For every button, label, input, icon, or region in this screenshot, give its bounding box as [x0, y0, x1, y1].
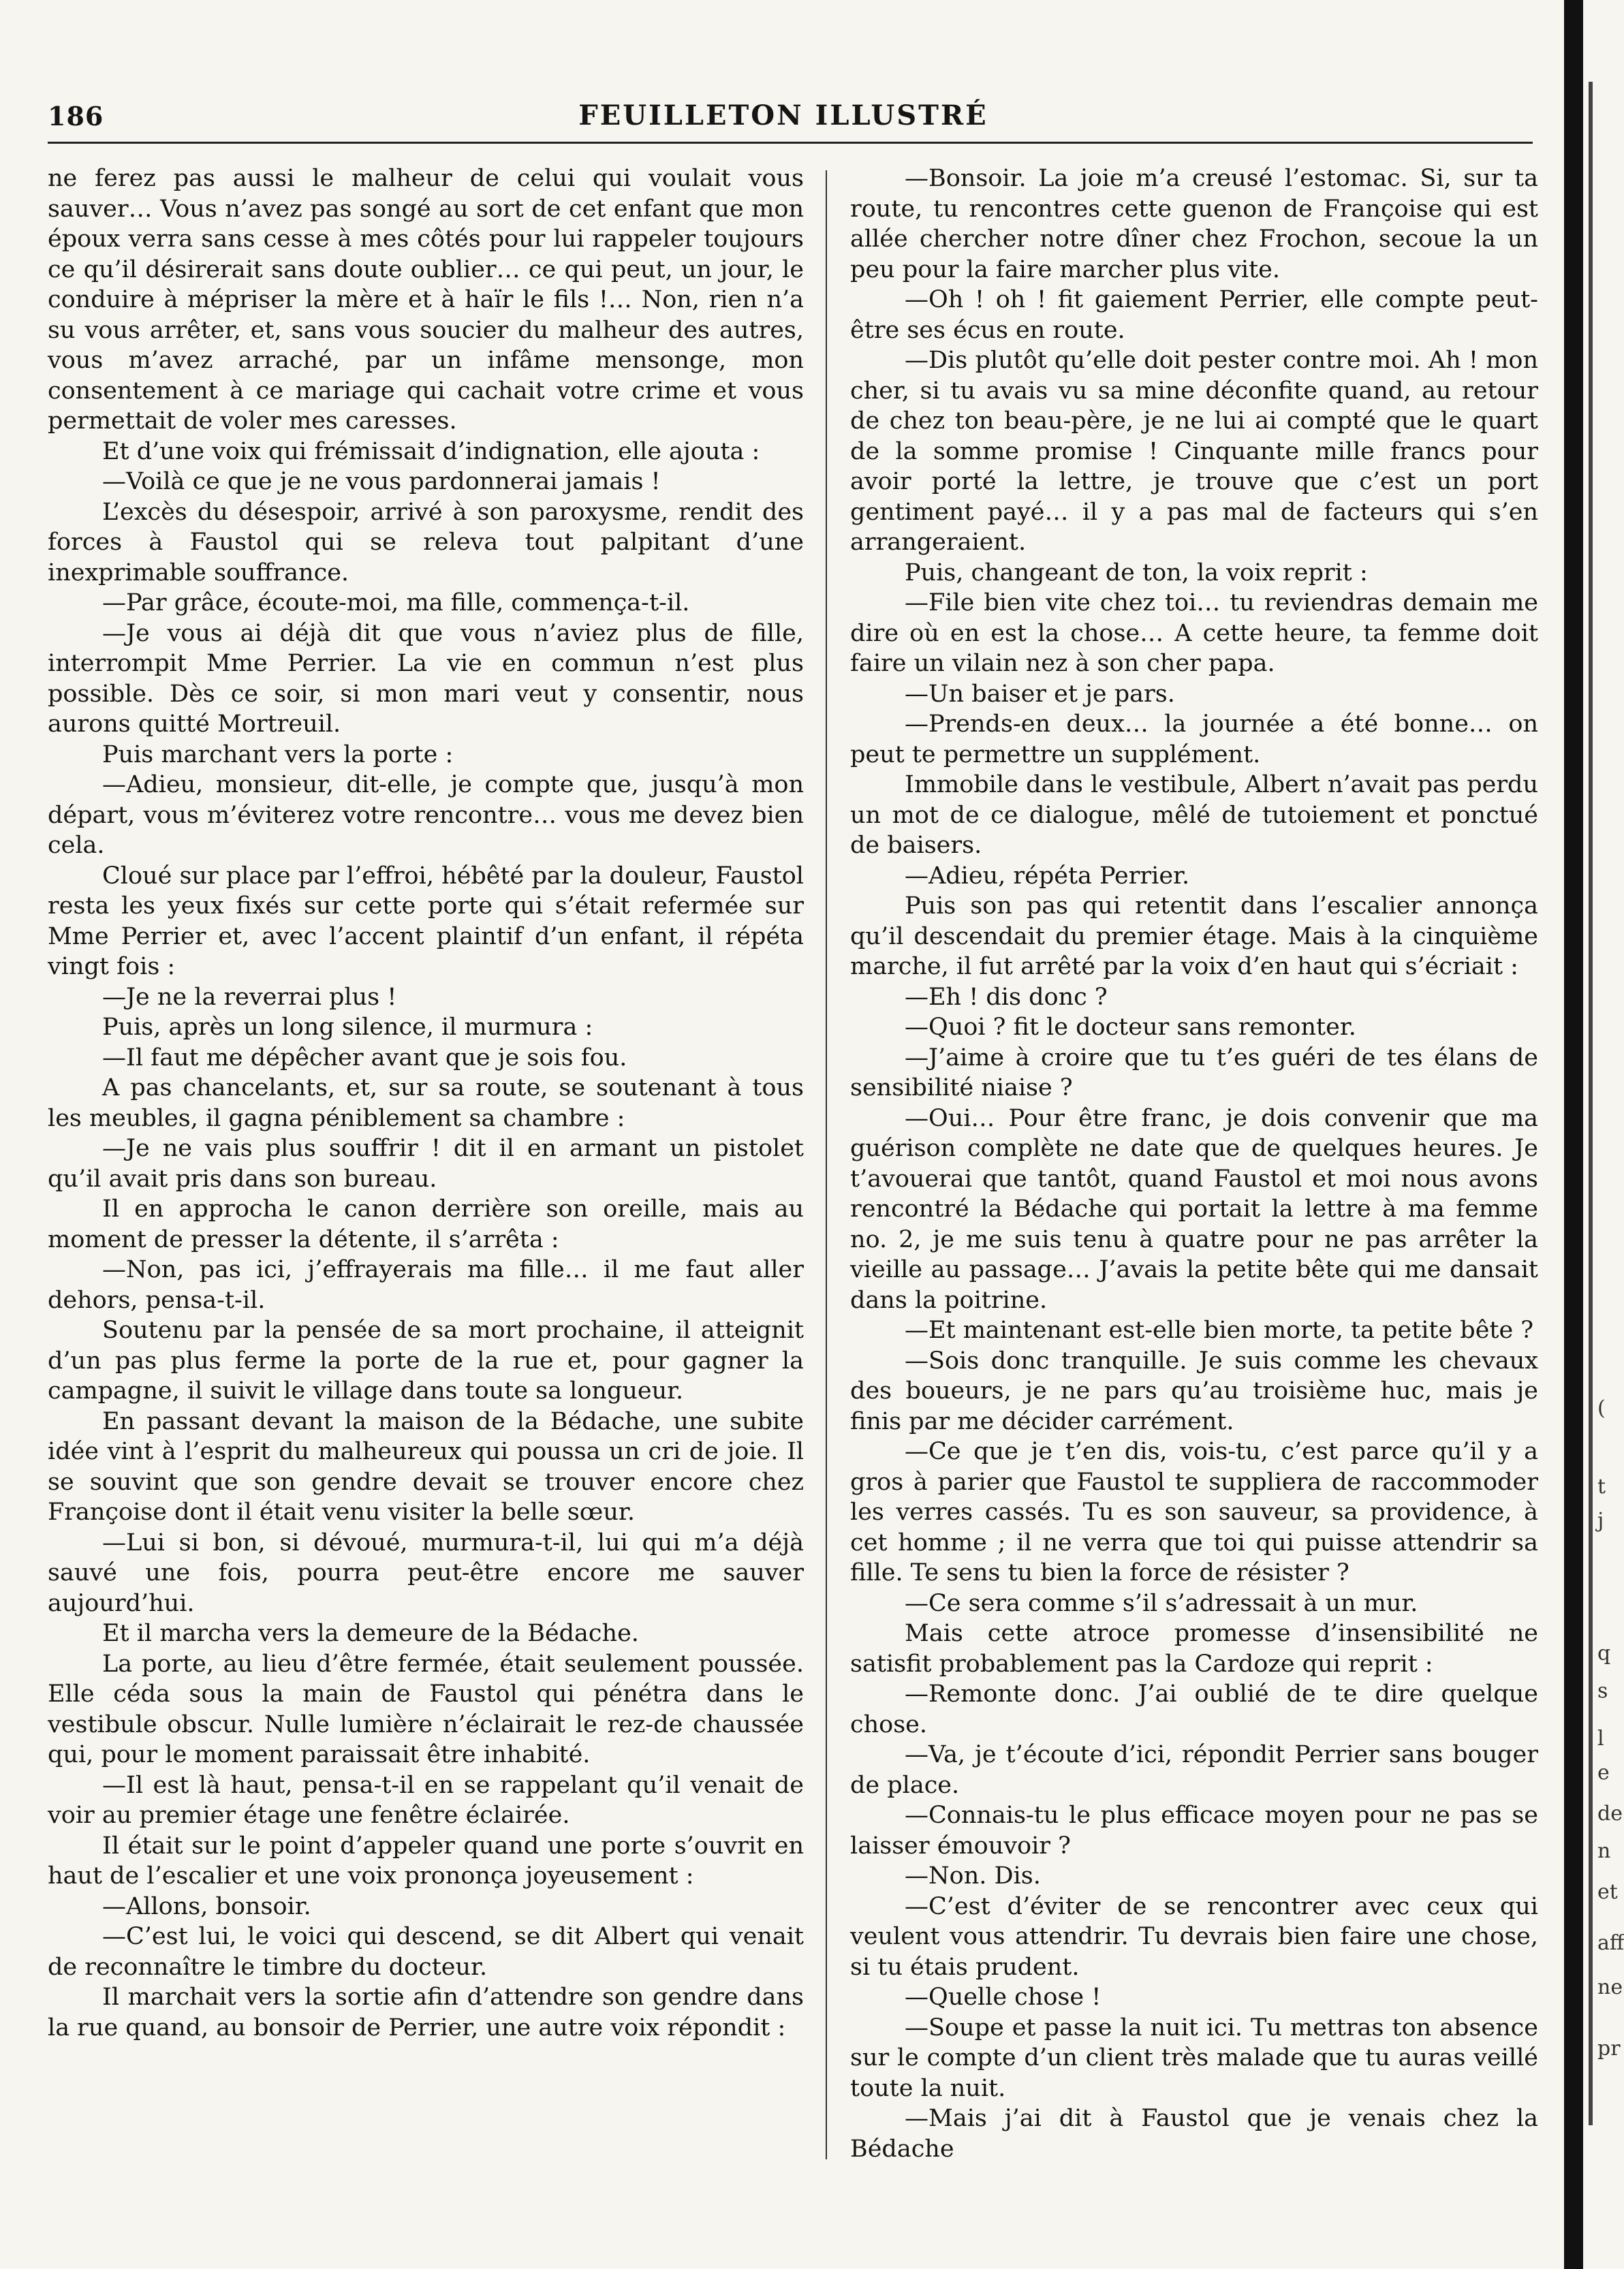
margin-fragment: de	[1597, 1802, 1623, 1826]
left-column	[48, 163, 804, 2248]
paragraph: —C’est d’éviter de se rencontrer avec ceux qui veulent vous attendrir. Tu devrais bien faire une chose, si tu étais prudent.	[850, 1892, 1538, 1981]
paragraph: —Prends-en deux… la journée a été bonne… on peut te permettre un supplément.	[850, 710, 1538, 768]
paragraph: ne ferez pas aussi le malheur de celui qui voulait vous sauver… Vous n’avez pas songé au sort de cet enfant que mon époux verra sans cesse à mes côtés pour lui rappeler toujours ce qu’il désirerait sans doute oublier… ce qui peut, un jour, le conduire à mépriser la mère et à haïr le fils !… Non, rien n’a su vous arrêter, et, sans vous soucier du malheur des autres, vous m’avez arraché, par un infâme mensonge, mon consentement à ce mariage qui cachait votre crime et vous permettait de voler mes caresses.	[48, 165, 804, 435]
paragraph: —Lui si bon, si dévoué, murmura-t-il, lui qui m’a déjà sauvé une fois, pourra peut-être encore me sauver aujourd’hui.	[48, 1529, 804, 1617]
running-title: FEUILLETON ILLUSTRÉ	[578, 99, 988, 131]
paragraph: Mais cette atroce promesse d’insensibilité ne satisfit probablement pas la Cardoze qui reprit :	[850, 1620, 1538, 1678]
paragraph: —Mais j’ai dit à Faustol que je venais chez la Bédache	[850, 2105, 1538, 2163]
paragraph: —Sois donc tranquille. Je suis comme les chevaux des boueurs, je ne pars qu’au troisième huc, mais je finis par me décider carrément.	[850, 1347, 1538, 1435]
paragraph: —Un baiser et je pars.	[905, 680, 1175, 708]
paragraph: —Eh ! dis donc ?	[905, 983, 1108, 1011]
paragraph: Immobile dans le vestibule, Albert n’avait pas perdu un mot de ce dialogue, mêlé de tutoiement et ponctué de baisers.	[850, 771, 1538, 859]
margin-fragment: q	[1597, 1642, 1611, 1665]
paragraph: —Ce que je t’en dis, vois-tu, c’est parce qu’il y a gros à parier que Faustol te suppliera de raccommoder les verres cassés. Tu es son sauveur, sa providence, à cet homme ; il ne verra que toi qui puisse attendrir sa fille. Te sens tu bien la force de résister ?	[850, 1438, 1538, 1586]
paragraph: Puis, changeant de ton, la voix reprit :	[905, 559, 1368, 586]
paragraph: Puis marchant vers la porte :	[102, 740, 454, 768]
paragraph: Et d’une voix qui frémissait d’indignation, elle ajouta :	[102, 437, 760, 465]
paragraph: Il était sur le point d’appeler quand une porte s’ouvrit en haut de l’escalier et une voix prononça joyeusement :	[48, 1832, 804, 1890]
paragraph: —Connais-tu le plus efficace moyen pour ne pas se laisser émouvoir ?	[850, 1802, 1538, 1860]
paragraph: —Quelle chose !	[905, 1984, 1102, 2011]
page-edge-shadow-inner	[1589, 82, 1593, 2125]
paragraph: Il marchait vers la sortie afin d’attendre son gendre dans la rue quand, au bonsoir de Perrier, une autre voix répondit :	[48, 1984, 804, 2041]
header-rule	[48, 142, 1533, 144]
paragraph: —Par grâce, écoute-moi, ma fille, commença-t-il.	[102, 589, 690, 616]
paragraph: —Remonte donc. J’ai oublié de te dire quelque chose.	[850, 1680, 1538, 1738]
paragraph: —Je vous ai déjà dit que vous n’aviez plus de fille, interrompit Mme Perrier. La vie en commun n’est plus possible. Dès ce soir, si mon mari veut y consentir, nous aurons quitté Mortreuil.	[48, 619, 804, 738]
paragraph: —Et maintenant est-elle bien morte, ta petite bête ?	[905, 1317, 1534, 1344]
paragraph: A pas chancelants, et, sur sa route, se soutenant à tous les meubles, il gagna péniblement sa chambre :	[48, 1074, 804, 1132]
paragraph: —Non, pas ici, j’effrayerais ma fille… il me faut aller dehors, pensa-t-il.	[48, 1256, 804, 1314]
margin-fragment: ne	[1597, 1975, 1623, 1999]
paragraph: En passant devant la maison de la Bédache, une subite idée vint à l’esprit du malheureux qui poussa un cri de joie. Il se souvint que son gendre devait se trouver encore chez Françoise dont il était venu visiter la belle sœur.	[48, 1407, 804, 1526]
margin-fragment: pr	[1597, 2037, 1621, 2061]
paragraph: —Non. Dis.	[905, 1862, 1041, 1890]
right-column	[850, 163, 1538, 2248]
paragraph: —Dis plutôt qu’elle doit pester contre moi. Ah ! mon cher, si tu avais vu sa mine déconfite quand, au retour de chez ton beau-père, je ne lui ai compté que le quart de la somme promise ! Cinquante mille francs pour avoir porté la lettre, je trouve que c’est un port gentiment payé… il y a pas mal de facteurs qui s’en arrangeraient.	[850, 347, 1538, 556]
paragraph: L’excès du désespoir, arrivé à son paroxysme, rendit des forces à Faustol qui se releva tout palpitant d’une inexprimable souffrance.	[48, 498, 804, 586]
paragraph: —Je ne vais plus souffrir ! dit il en armant un pistolet qu’il avait pris dans son bureau.	[48, 1135, 804, 1193]
paragraph: —Va, je t’écoute d’ici, répondit Perrier sans bouger de place.	[850, 1741, 1538, 1799]
paragraph: —Il est là haut, pensa-t-il en se rappelant qu’il venait de voir au premier étage une fenêtre éclairée.	[48, 1771, 804, 1829]
column-divider	[826, 170, 827, 2159]
margin-fragment: e	[1597, 1761, 1610, 1785]
paragraph: —J’aime à croire que tu t’es guéri de tes élans de sensibilité niaise ?	[850, 1044, 1538, 1101]
paragraph: —Ce sera comme s’il s’adressait à un mur.	[905, 1589, 1418, 1617]
paragraph: —Adieu, monsieur, dit-elle, je compte que, jusqu’à mon départ, vous m’éviterez votre rencontre… vous me devez bien cela.	[48, 771, 804, 859]
margin-fragment: (	[1597, 1396, 1606, 1420]
paragraph: —Bonsoir. La joie m’a creusé l’estomac. Si, sur ta route, tu rencontres cette guenon de Françoise qui est allée chercher notre dîner chez Frochon, secoue la un peu pour la faire marcher plus vite.	[850, 165, 1538, 283]
paragraph: —Soupe et passe la nuit ici. Tu mettras ton absence sur le compte d’un client très malade que tu auras veillé toute la nuit.	[850, 2014, 1538, 2102]
margin-fragment: aff	[1597, 1931, 1624, 1955]
margin-fragment: n	[1597, 1839, 1611, 1863]
paragraph: Cloué sur place par l’effroi, hébêté par la douleur, Faustol resta les yeux fixés sur cette porte qui s’était refermée sur Mme Perrier et, avec l’accent plaintif d’un enfant, il répéta vingt fois :	[48, 862, 804, 980]
paragraph: —Oh ! oh ! fit gaiement Perrier, elle compte peut-être ses écus en route.	[850, 286, 1538, 344]
paragraph: La porte, au lieu d’être fermée, était seulement poussée. Elle céda sous la main de Faustol qui pénétra dans le vestibule obscur. Nulle lumière n’éclairait le rez-de chaussée qui, pour le moment paraissait être inhabité.	[48, 1650, 804, 1768]
page-number: 186	[48, 101, 104, 131]
margin-fragment: l	[1597, 1727, 1604, 1751]
paragraph: Puis, après un long silence, il murmura :	[102, 1014, 593, 1041]
paragraph: —Je ne la reverrai plus !	[102, 983, 397, 1011]
margin-fragment: j	[1597, 1509, 1604, 1533]
paragraph: —Oui… Pour être franc, je dois convenir que ma guérison complète ne date que de quelques heures. Je t’avouerai que tantôt, quand Faustol et moi nous avons rencontré la Bédache qui portait la lettre à ma femme no. 2, je me suis tenu à quatre pour ne pas arrêter la vieille au passage… J’avais la petite bête qui me dansait dans la poitrine.	[850, 1104, 1538, 1314]
page-edge-shadow	[1564, 0, 1583, 2269]
paragraph: —Adieu, répéta Perrier.	[905, 862, 1190, 890]
paragraph: —Quoi ? fit le docteur sans remonter.	[905, 1014, 1356, 1041]
margin-fragment: t	[1597, 1475, 1606, 1499]
paragraph: Puis son pas qui retentit dans l’escalier annonça qu’il descendait du premier étage. Mais à la cinquième marche, il fut arrêté par la voix d’en haut qui s’écriait :	[850, 892, 1538, 980]
paragraph: —Il faut me dépêcher avant que je sois fou.	[102, 1044, 627, 1071]
margin-fragment: et	[1597, 1880, 1618, 1904]
paragraph: Soutenu par la pensée de sa mort prochaine, il atteignit d’un pas plus ferme la porte de la rue et, pour gagner la campagne, il suivit le village dans toute sa longueur.	[48, 1317, 804, 1405]
paragraph: Et il marcha vers la demeure de la Bédache.	[102, 1620, 639, 1647]
paragraph: —C’est lui, le voici qui descend, se dit Albert qui venait de reconnaître le timbre du docteur.	[48, 1923, 804, 1981]
paragraph: —File bien vite chez toi… tu reviendras demain me dire où en est la chose… A cette heure, ta femme doit faire un vilain nez à son cher papa.	[850, 589, 1538, 677]
paragraph: —Allons, bonsoir.	[102, 1892, 311, 1920]
paragraph: —Voilà ce que je ne vous pardonnerai jamais !	[102, 468, 661, 495]
margin-fragment: s	[1597, 1679, 1608, 1703]
paragraph: Il en approcha le canon derrière son oreille, mais au moment de presser la détente, il s’arrêta :	[48, 1195, 804, 1253]
